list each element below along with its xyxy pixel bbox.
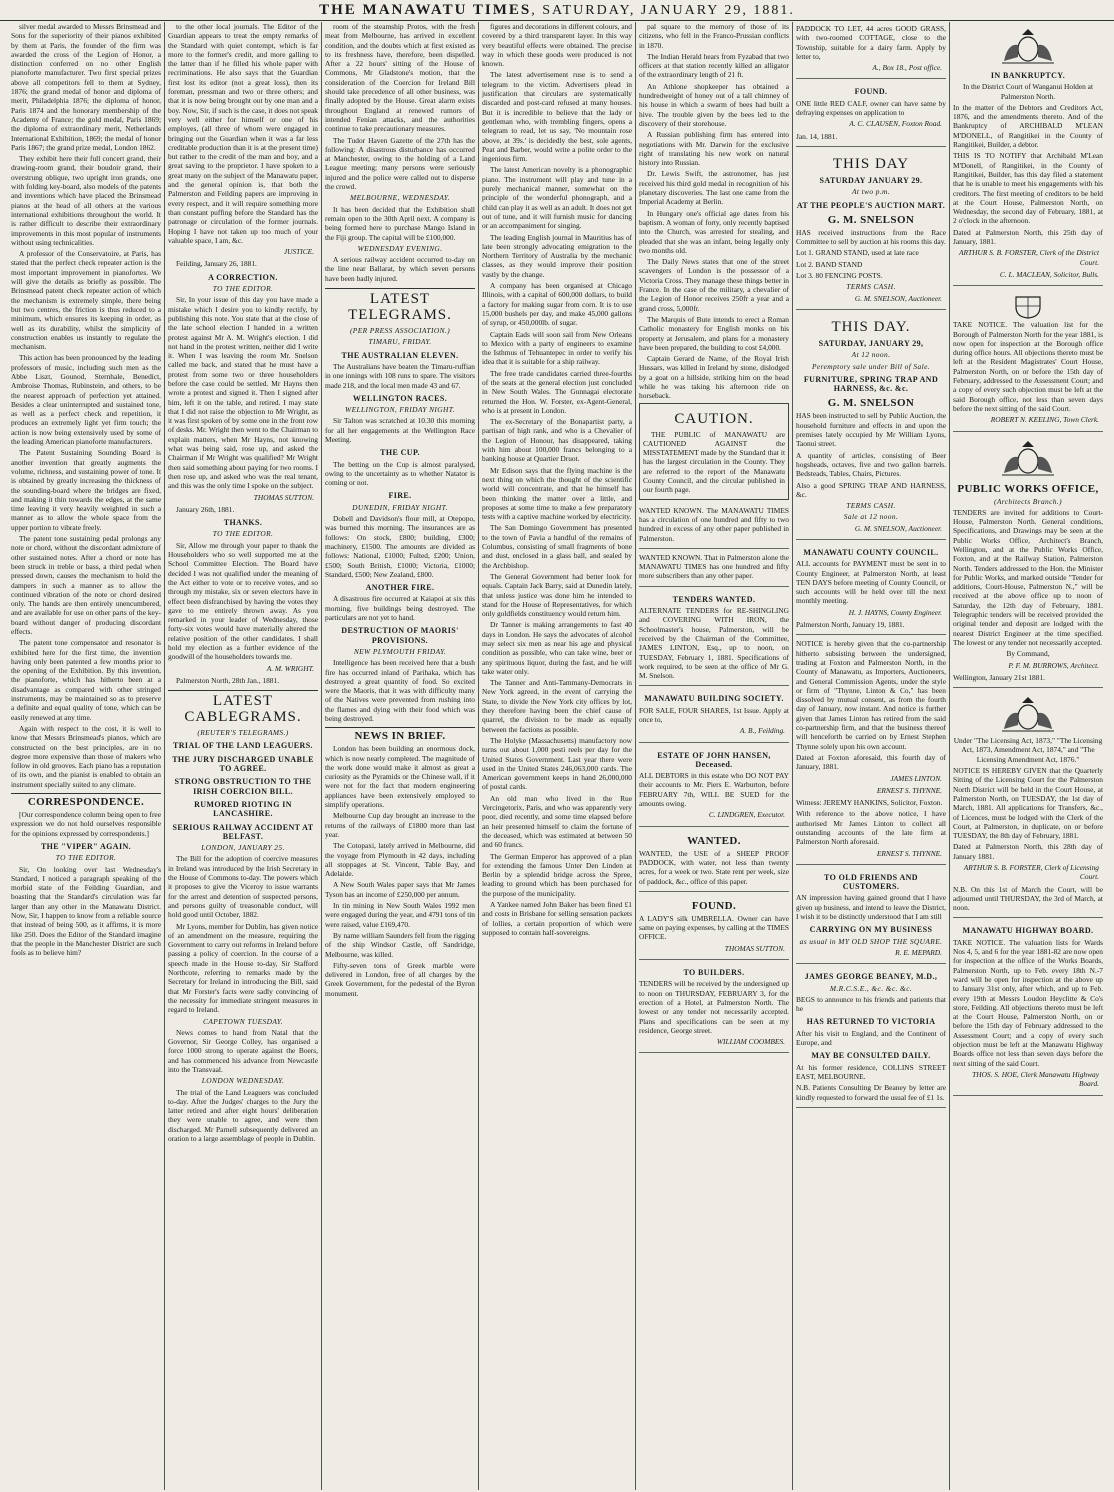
brief-item: Fifty-seven tons of Greek marble were delivered in London, free of all charges by the Greek Government, for the pedestal of the Byron monument. — [325, 960, 475, 998]
ad-text: In the matter of the Debtors and Creditors Act, 1876, and the amendments thereto. And of the Bankruptcy of ARCHIBALD M'LEAN M'DONELL, of Rangitikei in the County of Rangitikei, Builder, a debtor. — [953, 102, 1103, 150]
letter-subheading: TO THE EDITOR. — [212, 284, 274, 294]
ad-signature: H. J. HAYNS, County Engineer. — [848, 607, 942, 617]
ad-signature: THOS. S. HOE, Clerk Manawatu Highway Board. — [972, 1069, 1099, 1089]
cable-headline: STRONG OBSTRUCTION TO THE IRISH COERCION BILL. — [174, 777, 312, 796]
ad-signature: ERNEST S. THYNNE. — [876, 785, 942, 795]
ad-heading: FOUND. — [691, 899, 737, 912]
letter-text: Sir, Allow me through your paper to thank the Householders who so well supported me at the School Committee Election. The Board have decided I was not qualified under the meaning of the Act either to vote or to receive votes, and so through my mistake, six or seven electors have in effect been disfranchised by having the votes they gave to me entirely thrown away. As you remarked in your leader of Wednesday, those forty-six votes would have materially altered the relative position of the other candidates. I shall hold my election as a further evidence of the goodwill of the householders towards me. — [168, 540, 318, 662]
ad-text: AN impression having gained ground that I have given up business, and intend to leave the District, I wish it to be distinctly understood that I am still — [796, 893, 946, 922]
brief-item: The San Domingo Government has presented to the town of Pavia a handful of the remains of Columbus, consisting of small fragments of bone and dust, enclosed in a glass ball, and sealed by the Archbishop. — [482, 523, 632, 570]
auction-time: Sale at 12 noon. — [843, 512, 899, 522]
ad-heading: MANAWATU COUNTY COUNCIL. — [803, 547, 939, 557]
classified-ad — [639, 962, 789, 1053]
ad-date: Dated at Foxton aforesaid, this fourth day of January, 1881. — [796, 752, 946, 772]
article-text: They exhibit here their full concert grand, their drawing-room grand, their boudoir grand, their overstrung oblique, two upright iron grands, one with folding key-board, also models of the patents and inventions which have placed the Brinsmead pianos at the head of all others at the various international exhibitions throughout the world. It is rather difficult to describe their extraordinary improvements in this most popular of instruments without using technicalities. — [11, 154, 161, 247]
brief-item: The Cotopaxi, lately arrived in Melbourne, did the voyage from Plymouth in 42 days, including all stoppages at St. Vincent, Table Bay, and Adelaide. — [325, 841, 475, 879]
auction-items: FURNITURE, SPRING TRAP AND HARNESS, &c. &c. — [803, 374, 939, 394]
ad-text: A quantity of articles, consisting of Beer hogsheads, octaves, five and two gallon barrels. Bedsteads, Tables, Chairs, Pictures. — [796, 450, 946, 479]
brief-item: pal square to the memory of those of its citizens, who fell in the Franco-Prussian conflicts in 1870. — [639, 22, 789, 50]
brief-item: London has been building an enormous dock, which is now nearly completed. The magnitude of the work done would make it almost as great a curiosity as the Pyramids or the Chinese wall, if it were not for the fact that modern engineering appliances have been extensively employed to simplify operations. — [325, 744, 475, 810]
auctioneer-name: G. M. SNELSON — [827, 397, 915, 410]
royal-crest-icon — [998, 439, 1058, 479]
letter-place: January 26th, 1881. — [176, 504, 235, 514]
ad-text: TENDERS are invited for additions to Court-House, Palmerston North. General conditions, Specifications, and Drawings may be seen at the Public Works Office, Architect's Branch, Wellington, and at the Public Works Office, Foxton, and at the Railway Station, Palmerston North. Tenders addressed to the Hon. the Minister for Public Works, and marked outside "Tender for additions, Court-House, Palmerston N.," will be received at the above office up to noon of Saturday, the 12th day of February, 1881. Telegraphic tenders will be received provided the original tender and deposit are lodged with the nearest District Engineer at the time specified. The lowest or any tender not necessarily accepted. — [953, 507, 1103, 647]
ad-subheading: M.R.C.S.E., &c. &c. &c. — [829, 983, 913, 993]
classified-ad — [639, 589, 789, 687]
cable-text: The Tudor Haven Gazette of the 27th has the following: A disastrous disturbance has occurred at Manchester, owing to the holding of a Land League meeting; many persons were seriously injured and the police were called out to disperse the crowd. — [325, 135, 475, 192]
telegram-text: Intelligence has been received here that a bush fire has occurred inland of Parihaka, which has destroyed a great quantity of food. So excited were the Maoris, that it was with difficulty many of the Natives were prevented from rushing into the flames and dying with their food which was being destroyed. — [325, 658, 475, 723]
classified-ad — [639, 688, 789, 742]
column-3 — [321, 22, 478, 1490]
ad-heading: TENDERS WANTED. — [672, 594, 756, 604]
brief-item: Captain Eads will soon sail from New Orleans to Mexico with a party of engineers to examine the Isthmus of Tehuantepec in order to verify his idea that it is suitable for a ship railway. — [482, 329, 632, 367]
letter-subheading: TO THE EDITOR. — [212, 529, 274, 539]
ad-signature: R. E. MEPARD. — [895, 947, 942, 957]
ad-signature: P. F. M. BURROWS, Architect. — [1008, 660, 1099, 670]
notice-ad — [953, 690, 1103, 918]
letter-text: to the other local journals. The Editor of the Guardian appears to treat the empty remarks of the Standard with quiet contempt, which is far more to the former's credit, and more galling to the latter than if he filled his whole paper with recriminations. He also says that the Guardian first lost its editor (not a great loss), then its foreman, pressman and two or three others; and that it is now being brought out by one man and a boy. Now, Sir, if such is the case, it does not speak very well either for himself or one of his employes, (all three of whom were engaged in bringing out the Guardian when it was a far less creditable production than it is at the present time) but rather to the credit of the man and boy, and a great saving to the proprietor. I have spoken to a great many on the subject of the Manawatu paper, and the general opinion is, that both the Palmerston and Feilding papers are improving in every respect, and it will require something more than constant puffing before the Standard has the patronage or circulation of the former journals. Hoping I have not taken up too much of your valuable space, I am, &c. — [168, 22, 318, 245]
ad-text: PADDOCK TO LET, 44 acres GOOD GRASS, with two-roomed COTTAGE, close to the Township, suitable for a dairy farm. Apply by letter to, — [796, 24, 946, 61]
masthead: THE MANAWATU TIMES, SATURDAY, JANUARY 29, 1881. — [0, 0, 1114, 21]
ad-text: TENDERS will be received by the undersigned up to noon on THURSDAY, FEBRUARY 3, for the erection of a Hotel, at Palmerston North. The lowest or any tender not necessarily accepted. Plans and specifications can be seen at my residence, George street. — [639, 979, 789, 1035]
ad-heading: MANAWATU BUILDING SOCIETY. — [644, 694, 784, 704]
ad-heading: PUBLIC WORKS OFFICE, — [957, 482, 1099, 495]
section-heading: CORRESPONDENCE. — [11, 793, 161, 808]
editor-note: [Our correspondence column being open to free expression we do not hold ourselves responsible for the opinions expressed by correspondents.] — [11, 810, 161, 838]
ad-text: N.B. On this 1st of March the Court, will be adjourned until THURSDAY, the 3rd of March, at noon. — [953, 884, 1103, 913]
dateline: MELBOURNE, WEDNESDAY. — [350, 193, 450, 203]
ad-heading: WANTED. — [687, 834, 741, 847]
cable-headline: RUMORED RIOTING IN LANCASHIRE. — [194, 799, 292, 819]
ad-signature: C. L. MACLEAN, Solicitor, Bulls. — [999, 269, 1099, 279]
ad-emphasis: as usual in MY OLD SHOP THE SQUARE. — [799, 936, 943, 946]
article-text: A professor of the Conservatoire, at Paris, has stated that the perfect check repeater action is the most important improvement in pianofortes. We will give the details as briefly as possible. The Brinsmead patent check repeater action of which the mechanism is extremely simple, there being but two centres, the friction is thus reduced to a minimum, which ensures its keeping in order, as well as its durability, whilst the simplicity of construction enables us instantly to regulate the mechanism. — [11, 249, 161, 352]
brief-item: In tin mining in New South Wales 1992 men were engaged during the year, and 4791 tons of tin were raised, value £169,470. — [325, 901, 475, 929]
brief-item: An old man who lived in the Rue Vercingetorix, Paris, and who was apparently very poor, died recently, and some time elapsed before an heir presented himself to claim the fortune of the deceased, which was estimated at between 50 and 60 francs. — [482, 793, 632, 850]
royal-crest-icon — [998, 27, 1058, 67]
ad-text: After his visit to England, and the Continent of Europe, and — [796, 1028, 946, 1048]
classified-ad — [796, 81, 946, 146]
brief-item: figures and decorations in different colours, and covered by a third transparent layer. In this way very beautiful effects were obtained. The precise way in which these goods were produced is not known. — [482, 22, 632, 69]
ad-text: WANTED KNOWN. That in Palmerston alone the MANAWATU TIMES has one hundred and fifty more subscribers than any other paper. — [639, 552, 789, 581]
ad-text: Under "The Licensing Act, 1873," "The Licensing Act, 1873, Amendment Act, 1874," and "The Licensing Amendment Act, 1876." — [953, 736, 1103, 764]
brief-item: The ex-Secretary of the Bonapartist party, a partisan of high rank, and who is a Chevalier of the Legion of Honour, has disappeared, taking with him about 100,000 francs belonging to a banking house at Quartier Druot. — [482, 417, 632, 464]
telegram-text: The betting on the Cup is almost paralysed, owing to the uncertainty as to whether Natator is coming or not. — [325, 459, 475, 488]
column-2 — [164, 22, 321, 1490]
ad-signature: G. M. SNELSON, Auctioneer. — [854, 523, 942, 533]
cable-text: News comes to hand from Natal that the Governor, Sir George Colley, has organised a force 1000 strong to operate against the Boers, and has commenced his advance from Newcastle into the Transvaal. — [168, 1027, 318, 1074]
classified-ad — [796, 22, 946, 79]
cable-text: The trial of the Land Leaguers was concluded to-day. After the Judges' charges to the Jury the latter retired and after eight hours' deliberation they were unable to agree, and were then discharged. Mr Parnell subsequently delivered an oration to a large assemblage of people in Dublin. — [168, 1087, 318, 1144]
telegram-text: Dobell and Davidson's flour mill, at Otepopo, was burned this morning. The insurances are as follows: On stock, £800; building, £300; machinery, £1500. The amounts are divided as follows: National, £1000; Fulted, £200; Union, £500; South British, £1000; Victoria, £1000; Standard, £500; New Zealand, £800. — [325, 514, 475, 579]
ad-date: Dated at Palmerston North, this 28th day of January 1881. — [953, 842, 1103, 861]
letter-heading: A CORRECTION. — [208, 272, 278, 282]
ad-heading: THIS DAY — [832, 155, 910, 172]
auction-ad — [796, 312, 946, 540]
article-text: The Patent Sustaining Sounding Board is another invention that greatly augments the volume, richness, and sustaining power of tone. It is obtained by greatly increasing the thickness of the sounding-board where the bridges are fixed, and making it thin towards the edges, at the same time leaving it very heavily weighted in such a manner as to allow the whole space from the upper portion to vibrate freely. — [11, 448, 161, 532]
ad-signature: WILLIAM COOMBES. — [716, 1037, 785, 1047]
ad-date: Palmerston North, January 19, 1881. — [796, 620, 905, 630]
brief-item: The latest advertisement ruse is to send a telegram to the victim. Advertisers plead in justification that circulars are systematically discarded and post-card refused at many houses. But it is incredible to believe that the lady or gentleman who, with trembling fingers, opens a telegram to read, let us say, 'No mountain rose above, at 39s.' is decidedly the best, sole agents, Peat and Barber, would write a polite order to the ingenious firm. — [482, 70, 632, 164]
ad-heading: JAMES GEORGE BEANEY, M.D., — [804, 972, 938, 982]
notice-ad — [953, 288, 1103, 431]
brief-item: Dr Tanner is making arrangements to fast 40 days in London. He says the advocates of alcohol may select six men as near his age and physical condition as possible, who can take wine, beer or any spirituous liquor, during the fast, and he will take water only. — [482, 620, 632, 676]
cable-text: room of the steamship Protos, with the fresh meat from Melbourne, has arrived in excellent condition, and the doubts which at first existed as to its freshness have, therefore, been dispelled. After a 22 hours' sitting of the House of Commons, Mr Gladstone's motion, that the consideration of the Coercion for Ireland Bill should take precedence of all other business, was finally adopted by the House. Great alarm exists throughout England at renewed rumors of intended Fenian attacks, and the authorities continue to take precautionary measures. — [325, 22, 475, 134]
column-6 — [792, 22, 949, 1490]
ad-text: ALTERNATE TENDERS for RE-SHINGLING and COVERING WITH IRON, the Schoolmaster's house, Palmerston, will be received by the Chairman of the Committee, JAMES LINTON, Esq., up to noon, on TUESDAY, February 1, 1881. Specifications of work required, to be seen at the office of Mr G. M. Snelson. — [639, 606, 789, 681]
borough-crest-icon — [1008, 293, 1048, 319]
ad-emphasis: CARRYING ON MY BUSINESS — [809, 925, 933, 935]
letter-place: Palmerston North, 28th Jan., 1881. — [176, 675, 280, 685]
ad-signature: ARTHUR S. B. FORSTER, Clerk of the District Court. — [959, 248, 1099, 267]
brief-item: The German Emperor has approved of a plan for extending the famous Unter Den Linden at Berlin by a splendid bridge across the Spree, leading to ground which has been purchased for the purpose of the municipality. — [482, 851, 632, 898]
ad-text: ONE little RED CALF, owner can have same by defraying expenses on application to — [796, 98, 946, 118]
auction-time: At two p.m. — [851, 187, 891, 197]
ad-text: WANTED KNOWN. The MANAWATU TIMES has a circulation of one hundred and fifty to two hundred in excess of any other paper published in Palmerston. — [639, 505, 789, 543]
brief-item: An Athlone shopkeeper has obtained a hundredweight of honey out of a tall chimney of his house in which a swarm of bees had built a hive. The trouble given by the bees led to the discovery of their storehouse. — [639, 81, 789, 128]
caution-text: THE PUBLIC of MANAWATU are CAUTIONED AGAINST the MISSTATEMENT made by the Standard that it has the largest circulation in the County. They are referred to the report of the Manawatu County Council, and the circular published in our fourth page. — [643, 429, 785, 495]
classified-ad — [639, 504, 789, 549]
ad-text: ALL accounts for PAYMENT must be sent in to County Engineer, at Palmerston North, at least TEN DAYS before meeting of County Council, or such accounts will be held over till the next monthly meeting. — [796, 559, 946, 606]
ad-text: Also a good SPRING TRAP AND HARNESS, &c. — [796, 480, 946, 499]
auction-lot: Lot 1. GRAND STAND, used at late race — [796, 248, 919, 258]
ad-signature: ARTHUR S. B. FORSTER, Clerk of Licensing Court. — [963, 863, 1099, 882]
brief-item: A Russian publishing firm has entered into negotiations with Mr. Darwin for the exclusive right of translating his new work on natural history into Russian. — [639, 130, 789, 168]
dateline: WELLINGTON, FRIDAY NIGHT. — [345, 405, 455, 415]
dateline: LONDON WEDNESDAY. — [201, 1076, 285, 1086]
notice-ad — [796, 637, 946, 865]
cable-headline: TRIAL OF THE LAND LEAGUERS. — [173, 741, 313, 751]
ad-text: HAS received instructions from the Race Committee to sell by auction at his rooms this day. — [796, 227, 946, 247]
letter-text: Sir, In your issue of this day you have made a mistake which I desire you to kindly rectify, by publishing this note. You state that at the close of the late school election I handed in a written protest against Mr A. M. Wright's election. I did not hand in the protest written, neither did I write it. When I was leaving the room Mr. Snelson called me back, and stated that he must have a protest from some two or three householders before the case could be settled. Mr Hayns then wrote a protest and signed it. Then I signed after him, left it on the table, and retired. I may state that I did not raise the objection to Mr Wright, as it was first spoken of by some one in the front row of desks. Mr. Wright then went to the Chairman to explain matters, when Mr Hayns, not knowing what was being said, rose up, and asked the Chairman if Mr Wright was qualified? Mr Wright then said something about paying for two rooms. I then rose up, and asked who was the real tenant, and this was the only time I spoke on the subject. — [168, 295, 318, 491]
newspaper-title: THE MANAWATU TIMES — [319, 2, 532, 18]
auction-ad — [796, 149, 946, 310]
ad-heading: ESTATE OF JOHN HANSEN, Deceased. — [657, 750, 771, 769]
brief-item: The Holyke (Massachusetts) manufactory now turns out about 1,000 pesti reels per day for the United States Government. Last year there were used in the United States 246,063,000 cards. The American government keeps in hand 26,000,000 of postal cards. — [482, 735, 632, 792]
auction-terms: TERMS CASH. — [846, 282, 896, 292]
notice-ad — [953, 434, 1103, 689]
letter-place: Feilding, January 26, 1881. — [176, 259, 257, 269]
letter-heading: THE "VIPER" AGAIN. — [40, 841, 132, 851]
ad-text: HAS been instructed to sell by Public Auction, the household furniture and effects in and upon the premises lately occupied by Mr William Lyons, Taonui street. — [796, 411, 946, 449]
letter-signature: A. M. WRIGHT. — [266, 663, 314, 673]
cable-text: Mr Lyons, member for Dublin, has given notice of an amendment on the measure, requiring the Government to carry out reforms in Ireland before passing a policy of coercion. In the course of a speech made in the House to-day, Sir Stafford Northcote, referring to remarks made by the Secretary for Ireland in introducing the Bill, said that Mr Forster's facts were sadly convincing of the necessity for immediate stringent measures in regard to Ireland. — [168, 921, 318, 1015]
classified-ad — [639, 551, 789, 587]
ad-signature: A., Box 18., Post office. — [872, 63, 942, 73]
section-heading: LATEST CABLEGRAMS. — [168, 690, 318, 725]
telegram-headline: ANOTHER FIRE. — [365, 583, 435, 593]
brief-item: The Marquis of Bute intends to erect a Roman Catholic monastery for English monks on his property at Jerusalem, and plans for a monastery have been prepared, the building to cost £4,000. — [639, 314, 789, 352]
column-4 — [478, 22, 635, 1490]
brief-item: The Tanner and Anti-Tammany-Democrats in New York agreed, in the event of carrying the State, to divide the New York city offices by lot, they therefore having been the chief cause of quarrel, the division to be made as equally between the factions as possible. — [482, 678, 632, 734]
cable-text: It has been decided that the Exhibition shall remain open to the 30th April next. A company is being formed here to purchase Mango Island in the Fiji group. The capital will be £100,000. — [325, 204, 475, 242]
business-ad — [796, 966, 946, 1108]
brief-item: The leading English journal in Mauritius has of late been strongly advocating emigration to the Northern Territory of Australia by the mechanic classes, as they would improve their position vastly by the change. — [482, 232, 632, 279]
cable-headline: SERIOUS RAILWAY ACCIDENT AT BELFAST. — [172, 822, 314, 841]
auction-lot: Lot 2. BAND STAND — [796, 259, 863, 269]
auction-subheading: Peremptory sale under Bill of Sale. — [812, 361, 930, 371]
letter-subheading: TO THE EDITOR. — [55, 853, 117, 863]
notice-ad — [953, 22, 1103, 286]
ad-text: By Command, — [1006, 649, 1050, 659]
section-subheading: (REUTER'S TELEGRAMS.) — [197, 728, 289, 738]
ad-text: NOTICE is hereby given that the co-partnership hitherto subsisting between the undersigned, trading at Foxton and Palmerston North, in the County of Manawatu, as Importers, Auctioneers, and General Commission Agents, under the style or firm of "Thynne, Linton & Co," has been dissolved by mutual consent, as from the fourth day of January, now instant. And notice is further given that James Linton has retired from the said co-partnership firm, and that the business thereof will henceforth be carried on by Ernest Stephen Thynne solely upon his own account. — [796, 639, 946, 751]
ad-text: ALL DEBTORS in this estate who DO NOT PAY their accounts to Mr. Piers E. Warburton, before FEBRUARY 7th, WILL BE SUED for the amounts owing. — [639, 771, 789, 809]
ad-text: THIS IS TO NOTIFY that Archibald M'Lean M'Donell, of Rangitikei, in the County of Rangitikei, Builder, has this day filed a statement that he is unable to meet his engagements with his creditors. The first meeting of creditors to be held at the Court House, Palmerston North, on Wednesday, the second day of February, 1881, at 2 o'clock in the afternoon. — [953, 151, 1103, 226]
ad-heading: THIS DAY. — [831, 318, 911, 335]
column-1 — [8, 22, 164, 1490]
ad-signature: THOMAS SUTTON. — [724, 943, 785, 953]
brief-item: Melbourne Cup day brought an increase to the returns of the railways of £1800 more than last year. — [325, 811, 475, 839]
notice-ad — [796, 542, 946, 635]
brief-item: A Yankee named John Baker has been fined £1 and costs in Brisbane for selling sensation packets of lollies, a certain proportion of which were supposed to contain half-sovereigns. — [482, 900, 632, 937]
dateline: TIMARU, FRIDAY. — [368, 337, 432, 347]
article-text: silver medal awarded to Messrs Brinsmead and Sons for the superiority of their pianos exhibited by them at Paris, the founder of the firm was awarded the cross of the Legion of Honor, a distinction conferred on no other English pianoforte manufacturer. Two first special prizes above all competitors fell to them at Sydney, 1876; the grand medal of honor and diploma of merit, Philadelphia 1876; the diploma of honor, Paris 1874 and the honorary membership of the Academy of France; the gold medal, Paris 1869; the diploma of extraordinary merit, Netherlands International Exhibition, 1869; the medal of honor Paris 1867; the grand prize medal, London 1862. — [11, 22, 161, 152]
ad-heading: FOUND. — [854, 87, 888, 97]
ad-text: BEGS to announce to his friends and patients that he — [796, 994, 946, 1014]
brief-item: Mr Edison says that the flying machine is the next thing on which the thought of the scientific world will concentrate, and that he himself has been thinking the matter over a little, and proposes at some time to make a few preparatory tests with a captive machine worked by electricity. — [482, 465, 632, 522]
ad-text: WANTED, the USE of a SHEEP PROOF PADDOCK, with water, not less than twenty acres, for a week or two. State rent per week, size of paddock, &c., office of this paper. — [639, 848, 789, 886]
section-heading: LATEST TELEGRAMS. — [325, 288, 475, 323]
auctioneer-name: G. M. SNELSON — [827, 213, 915, 226]
ad-signature: A. C. CLAUSEN, Foxton Road. — [849, 119, 942, 129]
letter-text: Sir, On looking over last Wednesday's Standard, I noticed a paragraph speaking of the morbid state of the Feilding Guardian, and boasting that the Standard's circulation was far larger than any other in the Manawatu District. Now, Sir, I happen to know from a reliable source that instead of being 500, as it affirms, it is more like 250. Does the Editor of the Standard imagine that the people in the Manchester District are such fools as to believe him? — [11, 864, 161, 958]
classified-ad — [639, 894, 789, 960]
ad-signature: A. B., Feilding. — [739, 726, 785, 736]
ad-text: TAKE NOTICE. The valuation list for the Borough of Palmerston North for the year 1881, is now open for inspection at the Borough office during office hours. All objections thereto must be left at the Resident Magistrates' Court House, Palmerston North, on or before the 15th day of February, addressed to the Assessment Court; and a copy of every such objection must be left at the said Borough office, not less than seven days before the next sitting of the said Court. — [953, 320, 1103, 413]
section-heading: NEWS IN BRIEF. — [325, 727, 475, 742]
brief-item: The General Government had better look for equals. Captain Jack Barry, said at Dunedin lately, that unless justice was done him he intended to stand for the House of Representatives, for which only goldfields constituency would return him. — [482, 571, 632, 619]
brief-item: By name william Saunders fell from the rigging of the ship Windsor Castle, off Sandridge, Melbourne, was killed. — [325, 930, 475, 959]
ad-emphasis: HAS RETURNED TO VICTORIA — [806, 1017, 936, 1027]
ad-emphasis: MAY BE CONSULTED DAILY. — [811, 1051, 931, 1061]
auction-time: At 12 noon. — [851, 350, 891, 360]
ad-signature: C. LINDGREN, Executor. — [708, 810, 785, 820]
telegram-headline: THE AUSTRALIAN ELEVEN. — [341, 350, 459, 360]
column-7 — [949, 22, 1106, 1490]
columns — [8, 22, 1106, 1490]
telegram-headline: FIRE. — [388, 491, 412, 501]
brief-item: In Hungary one's official age dates from his baptism. A woman of forty, only recently baptised into the Church, was arrested for stealing, and pleaded that she was an infant, being legally only two months old. — [639, 208, 789, 255]
brief-item: A New South Wales paper says that Mr James Tyson has an income of £250,000 per annum. — [325, 880, 475, 899]
ad-heading: TO BUILDERS. — [683, 968, 745, 978]
ad-heading: IN BANKRUPTCY. — [990, 71, 1066, 80]
ad-text: N.B. Patients Consulting Dr Beaney by letter are kindly requested to forward the usual fee of £1 1s. — [796, 1083, 946, 1102]
article-text: The patent tone sustaining pedal prolongs any note or chord, without the discordant admixture of other sustained notes. After a chord or note has been struck in treble or bass, a third pedal when pressed down, causes the mechanism to hold the dampers in such a manner as to allow the continued vibration of the note or chord desired only. The hands are then entirely unencumbered, and are available for use on other parts of the key-board without danger of producing discordant effects. — [11, 534, 161, 636]
brief-item: The latest American novelty is a phonographic piano. The instrument will play and tune in a purely mechanical manner, somewhat on the principle of the wonderful phonograph, and a child can play it as well as an adult. It does not get out of tune, and it will furnish music for dancing or an accompaniment for singing. — [482, 165, 632, 231]
letter-signature: THOMAS SUTTON. — [253, 492, 314, 502]
ad-signature: ROBERT N. KEELING, Town Clerk. — [990, 415, 1099, 425]
ad-text: With reference to the above notice, I have authorised Mr James Linton to collect all outstanding accounts of the late firm at Palmerston North aforesaid. — [796, 809, 946, 847]
ad-text: A LADY'S silk UMBRELLA. Owner can have same on paying expenses, by calling at the TIMES OFFICE. — [639, 913, 789, 942]
column-5 — [635, 22, 792, 1490]
ad-text: FOR SALE, FOUR SHARES, 1st Issue. Apply at once to, — [639, 705, 789, 724]
telegram-headline: THE CUP. — [380, 448, 420, 458]
dateline: NEW PLYMOUTH FRIDAY. — [353, 646, 447, 656]
cable-headline: THE JURY DISCHARGED UNABLE TO AGREE. — [172, 754, 314, 774]
business-ad — [796, 867, 946, 964]
article-text: This action has been pronounced by the leading professors of music, including such men as the Abbe Liszt, Gounod, Sternhale, Benedict, Ambroise Thomas, Rubinstein, and others, to be the nearest approach of perfection yet attained. Besides a clear uninterrupted and sustained tone, as well as a perfect check and repetition, it produces an extremely light yet firm touch; the action is now being extensively used by some of the leading American pianoforte manufacturers. — [11, 353, 161, 447]
dateline: WEDNESDAY EVENING. — [357, 243, 443, 253]
telegram-text: The Australians have beaten the Timaru-ruffian in one innings with 108 runs to spare. The visitors made 218, and the local men made 43 and 67. — [325, 361, 475, 390]
brief-item: The free trade candidates carried three-fourths of the seats at the general election just concluded in New South Wales. The Gunnagai electorate returned the Hon. W. Forster, ex-Agent-General, who is at present in London. — [482, 368, 632, 415]
royal-crest-icon — [998, 695, 1058, 735]
auction-place: AT THE PEOPLE'S AUCTION MART. — [796, 200, 946, 210]
article-text: Again with respect to the cost, it is well to know that Messrs Brinsmead's pianos, which are constructed on the best principles, are in no degree more expensive than those of makers who follow in old grooves. Each piano has a reputation of its own, and the pianist is enabled to obtain an instrument specially suited to any climate. — [11, 723, 161, 789]
letter-heading: THANKS. — [223, 518, 263, 528]
ad-text: In the District Court of Wanganui Holden at Palmerston North. — [962, 82, 1093, 101]
notice-ad — [953, 920, 1103, 1095]
dateline: LONDON, JANUARY 25. — [201, 843, 285, 853]
brief-item: Captain Gerard de Name, of the Royal Irish Hussars, was killed in Ireland by stone, dislodged by a goat on a hillside, striking him on the head while he was taking his afternoon ride on horseback. — [639, 354, 789, 401]
brief-item: A company has been organised at Chicago Illinois, with a capital of 600,000 dollars, to build a factory for making sugar from corn. It is to use 15,000 bushels per day, and make 45,000 gallons of syrup, or 450,000lb. of sugar. — [482, 281, 632, 328]
ad-text: At his former residence, COLLINS STREET EAST, MELBOURNE. — [796, 1062, 946, 1081]
caution-box — [639, 403, 789, 500]
ad-date: Dated at Palmerston North, this 25th day of January, 1881. — [953, 227, 1103, 247]
ad-date: Jan. 14, 1881. — [796, 131, 838, 141]
ad-text: TAKE NOTICE. The valuation lists for Wards Nos 4, 5, and 6 for the year 1881-82 are now open for inspection at the office of the Works Boards, Palmerston North, up to Feb. every 18th N.-7 ward will be open for inspection at the above up to January 31st only, after which, and up to Feb. every 19th at Messrs Loudon Heyclitte & Co's store, Feilding. All objections thereto must be left at the Court House, Palmerston North, on or before the 15th day of February addressed to the Assessment Court; and a copy of every such objection must be left at the Manawatu Highway Boards office not less than seven days before the next sitting of the said Court. — [953, 937, 1103, 1068]
cable-text: The Bill for the adoption of coercive measures in Ireland was introduced by the Irish Secretary in the House of Commons to-day. The powers which it proposes to give the Viceroy to issue warrants for the arrest and detention of suspected persons, and persons guilty of treasonable conduct, will hold good until October, 1882. — [168, 854, 318, 920]
ad-signature: JAMES LINTON. — [890, 773, 942, 783]
telegram-text: Sir Talton was scratched at 10.30 this morning for all her engagements at the Wellington Race Meeting. — [325, 416, 475, 444]
dateline: DUNEDIN, FRIDAY NIGHT. — [352, 502, 448, 512]
dateline: CAPETOWN TUESDAY. — [203, 1016, 283, 1026]
auction-date: SATURDAY JANUARY 29. — [819, 175, 923, 185]
auction-terms: TERMS CASH. — [846, 501, 896, 511]
brief-item: The Daily News states that one of the street scavengers of London is the possessor of a Victoria Cross. They manage these things better in France. In the case of the military, a chevalier of the Legion of Honor receives 250fr a year and a grand cross, 5,000fr. — [639, 257, 789, 313]
ad-text: NOTICE IS HEREBY GIVEN that the Quarterly Sitting of the Licensing Court for the Palmerston North District will be held in the Court House, at Palmerston North, on TUESDAY, the 1st day of March, 1881. All applications for Transfers, &c., of Licences, must be lodged with the Clerk of the Court, at Palmerston, in duplicate, on or before TUESDAY, the 8th day of February, 1881. — [953, 766, 1103, 841]
ad-heading: TO OLD FRIENDS AND CUSTOMERS. — [824, 872, 918, 892]
auction-date: SATURDAY, JANUARY 29, — [818, 338, 924, 348]
telegram-headline: WELLINGTON RACES. — [352, 393, 448, 403]
classified-ad — [639, 745, 789, 827]
cable-text: A serious railway accident occurred to-day on the line near Ballarat, by which seven persons have been badly injured. — [325, 255, 475, 283]
letter-signature: JUSTICE. — [283, 247, 314, 257]
brief-item: Dr. Lewis Swift, the astronomer, has just received his third gold medal in recognition of his planetary discoveries. The last one came from the Imperial Academy at Berlin. — [639, 169, 789, 207]
ad-subheading: (Architects Branch.) — [993, 496, 1063, 506]
article-text: The patent tone compensator and resonator is exhibited here for the first time, the invention having only been patented a few months prior to the opening of the Exhibition. By this invention, the pianoforte, which has hitherto been at a disadvantage as compared with other stringed instruments, may be maintained so as to preserve a definite and equal quality of tone, which can be easily renewed at any time. — [11, 638, 161, 722]
ad-witness: Witness: JEREMY HANKINS, Solicitor, Foxton. — [796, 798, 943, 808]
ad-signature: ERNEST S. THYNNE. — [876, 848, 942, 858]
auction-lot: Lot 3. 80 FENCING POSTS. — [796, 271, 883, 281]
telegram-text: A disastrous fire occurred at Kaiapoi at six this morning, five buildings being destroyed. The particulars are not yet to hand. — [325, 594, 475, 623]
section-subheading: (PER PRESS ASSOCIATION.) — [349, 326, 451, 336]
classified-ad — [639, 829, 789, 892]
ad-signature: G. M. SNELSON, Auctioneer. — [854, 293, 942, 303]
telegram-headline: DESTRUCTION OF MAORIS' PROVISIONS. — [341, 626, 459, 645]
issue-date: SATURDAY, JANUARY 29, 1881. — [542, 3, 795, 18]
brief-item: The Indian Herald hears from Fyzabad that two officers at that station recently killed an alligator of the extraordinary length of 21 ft. — [639, 51, 789, 80]
ad-date: Wellington, January 21st 1881. — [953, 672, 1045, 682]
ad-heading: MANAWATU HIGHWAY BOARD. — [962, 926, 1094, 936]
caution-heading: CAUTION. — [674, 410, 754, 427]
